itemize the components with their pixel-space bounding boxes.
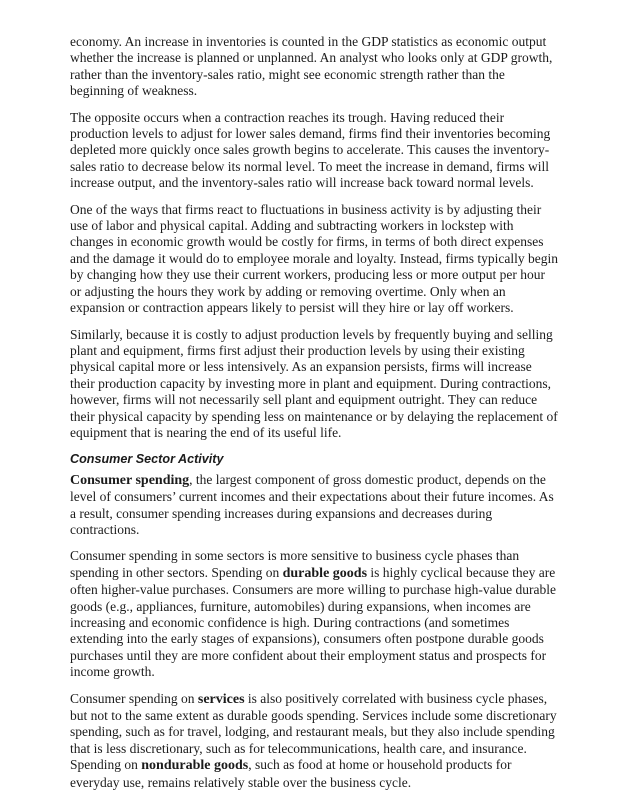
paragraph-durable-goods [70, 548, 558, 680]
paragraph-labor-capital [70, 202, 558, 317]
bold-term: durable goods [282, 565, 368, 581]
bold-term: nondurable goods [141, 758, 249, 774]
text-run: Consumer spending in some sectors is more sensitive to business cycle phases than spending in other sectors. Spending on [70, 548, 520, 580]
text-run: , such as food at home or household products for everyday use, remains relatively stable over the business cycle. [70, 757, 512, 790]
text-run: is highly cyclical because they are often higher-value purchases. Consumers are more willing to purchase high-value durable goods (e.g., appliances, furniture, automobiles) during expansions, when incomes are increasing and economic confidence is high. During contractions (and sometimes extending into the early stages of expansions), consumers often postpone durable goods purchases until they are more confident about their employment status and prospects for income growth. [70, 564, 556, 680]
text-run: Similarly, because it is costly to adjust production levels by frequently buying and selling plant and equipment, firms first adjust their production levels by using their existing physical capital more or less intensively. As an expansion persists, firms will increase their production capacity by investing more in plant and equipment. During contractions, however, firms will not necessarily sell plant and equipment outright. They can reduce their physical capacity by spending less on maintenance or by delaying the replacement of equipment that is nearing the end of its useful life. [70, 326, 558, 440]
text-run: is also positively correlated with business cycle phases, but not to the same extent as durable goods spending. Services include some discretionary spending, such as for travel, lodging, and restaurant meals, but they also include spending that is less discretionary, such as for telecommunications, health care, and insurance. Spending on [70, 690, 557, 773]
text-run: One of the ways that firms react to fluctuations in business activity is by adjusting their use of labor and physical capital. Adding and subtracting workers in lockstep with changes in economic growth would be costly for firms, in terms of both direct expenses and the damage it would do to employee morale and loyalty. Instead, firms typically begin by changing how they use their current workers, producing less or more output per hour or adjusting the hours they work by adding or removing overtime. Only when an expansion or contraction appears likely to persist will they hire or lay off workers. [70, 201, 558, 316]
text-run: Consumer spending on [70, 690, 198, 706]
paragraph-services-nondurables [70, 691, 558, 791]
paragraph-plant-equipment [70, 327, 558, 442]
section-heading: Consumer Sector Activity [70, 452, 224, 467]
bold-term: Consumer spending [70, 472, 190, 488]
paragraph-consumer-spending [70, 472, 558, 539]
paragraph-contraction-trough [70, 110, 558, 192]
document-page [70, 34, 558, 801]
text-run: economy. An increase in inventories is counted in the GDP statistics as economic output whether the increase is planned or unplanned. An analyst who looks only at GDP growth, rather than the inventory-sales ratio, might see economic strength rather than the beginning of weakness. [70, 34, 553, 99]
text-run: The opposite occurs when a contraction reaches its trough. Having reduced their production levels to adjust for lower sales demand, firms find their inventories becoming depleted more quickly once sales growth begins to accelerate. This causes the inventory-sales ratio to decrease below its normal level. To meet the increase in demand, firms will increase output, and the inventory-sales ratio will increase back toward normal levels. [70, 109, 551, 191]
paragraph-inventory-gdp [70, 34, 558, 100]
text-run: , the largest component of gross domestic product, depends on the level of consumers’ current incomes and their expectations about their future incomes. As a result, consumer spending increases during expansions and decreases during contractions. [70, 471, 554, 537]
bold-term: services [197, 691, 245, 707]
